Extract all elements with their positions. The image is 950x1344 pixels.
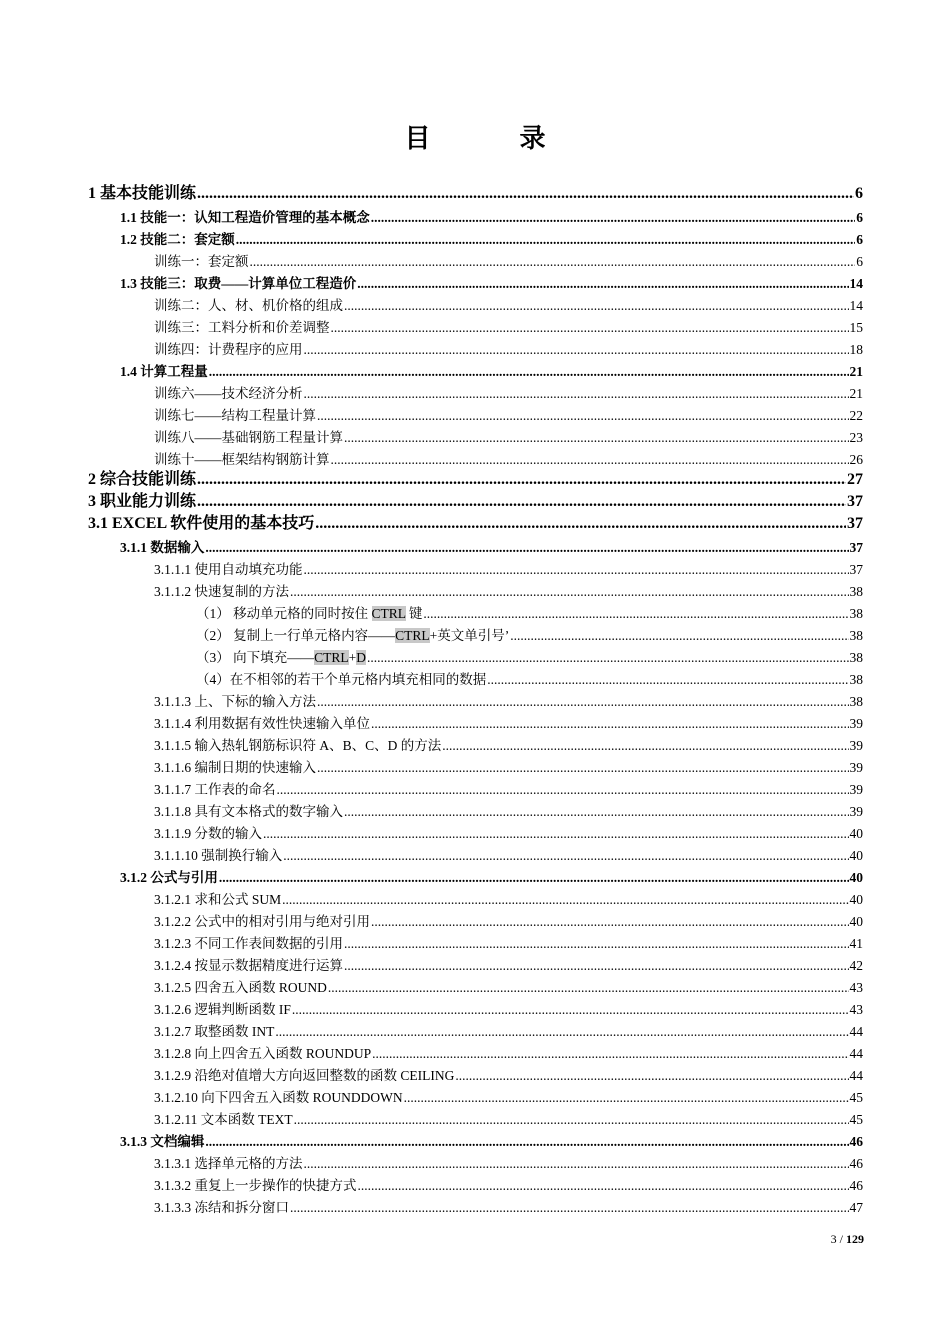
- toc-entry[interactable]: [88, 224, 863, 246]
- toc-entry[interactable]: [88, 576, 863, 598]
- toc-entry[interactable]: [88, 840, 863, 862]
- toc-entry-page: 38: [849, 693, 863, 709]
- toc-entry[interactable]: [88, 1192, 863, 1214]
- toc-entry-page: 40: [849, 847, 863, 863]
- toc-entry-label: 3.1.2.6 逻辑判断函数 IF: [154, 1001, 291, 1017]
- toc-entry[interactable]: [88, 180, 863, 202]
- toc-entry[interactable]: [88, 422, 863, 444]
- toc-leader-dots: [371, 915, 849, 929]
- toc-entry-page: 6: [856, 253, 863, 269]
- toc-entry-label: 3.1.1.2 快速复制的方法: [154, 583, 289, 599]
- toc-entry-page: 14: [849, 297, 863, 313]
- page-number: [831, 1232, 864, 1247]
- toc-entry-page: 23: [849, 429, 863, 445]
- toc-entry-page: 41: [849, 935, 863, 951]
- toc-entry-page: 38: [849, 583, 863, 599]
- toc-entry[interactable]: [88, 818, 863, 840]
- toc-leader-dots: [304, 387, 849, 401]
- toc-entry-page: 45: [849, 1089, 863, 1105]
- toc-entry[interactable]: [88, 356, 863, 378]
- toc-entry-page: 15: [849, 319, 863, 335]
- toc-entry-page: 46: [849, 1133, 863, 1149]
- toc-entry-page: 38: [849, 671, 863, 687]
- toc-leader-dots: [404, 1091, 849, 1105]
- toc-entry[interactable]: [88, 950, 863, 972]
- toc-entry-page: 6: [855, 185, 863, 202]
- toc-entry[interactable]: [88, 466, 863, 488]
- toc-entry-label: 训练一：套定额: [154, 253, 249, 269]
- toc-entry-label: 训练二：人、材、机价格的组成: [154, 297, 343, 313]
- toc-entry-label: 3.1.2.7 取整函数 INT: [154, 1023, 275, 1039]
- toc-entry-page: 39: [849, 759, 863, 775]
- toc-leader-dots: [304, 563, 849, 577]
- toc-leader-dots: [317, 761, 849, 775]
- toc-entry[interactable]: [88, 334, 863, 356]
- toc-entry-label: 1.2 技能二：套定额: [120, 231, 235, 247]
- toc-leader-dots: [344, 431, 849, 445]
- toc-leader-dots: [250, 255, 856, 269]
- toc-entry-label: 训练三：工料分析和价差调整: [154, 319, 330, 335]
- toc-entry-label: 3.1.2.3 不同工作表间数据的引用: [154, 935, 343, 951]
- toc-leader-dots: [423, 607, 848, 621]
- toc-entry-label: 3.1.3.3 冻结和拆分窗口: [154, 1199, 289, 1215]
- page-total: 129: [846, 1232, 864, 1246]
- toc-leader-dots: [197, 186, 854, 202]
- toc-entry[interactable]: [88, 598, 863, 620]
- toc-leader-dots: [294, 1113, 849, 1127]
- toc-entry[interactable]: [88, 642, 863, 664]
- toc-entry-label: 3.1.2.8 向上四舍五入函数 ROUNDUP: [154, 1045, 372, 1061]
- toc-entry[interactable]: [88, 246, 863, 268]
- toc-entry-label: 3.1.2.5 四舍五入函数 ROUND: [154, 979, 327, 995]
- toc-leader-dots: [290, 585, 849, 599]
- toc-entry-label: 3.1.2 公式与引用: [120, 869, 218, 885]
- toc-entry[interactable]: [88, 620, 863, 642]
- toc-leader-dots: [510, 629, 848, 643]
- toc-entry[interactable]: [88, 708, 863, 730]
- toc-entry-page: 27: [847, 471, 863, 488]
- toc-entry[interactable]: [88, 312, 863, 334]
- toc-entry[interactable]: [88, 1104, 863, 1126]
- toc-leader-dots: [292, 1003, 849, 1017]
- toc-entry-label: （4）在不相邻的若干个单元格内填充相同的数据: [196, 671, 487, 687]
- toc-leader-dots: [317, 695, 849, 709]
- toc-entry-page: 44: [849, 1023, 863, 1039]
- toc-entry-label: 训练七——结构工程量计算: [154, 407, 316, 423]
- toc-entry[interactable]: [88, 686, 863, 708]
- toc-entry[interactable]: [88, 928, 863, 950]
- toc-entry[interactable]: [88, 444, 863, 466]
- toc-leader-dots: [344, 805, 849, 819]
- toc-entry-label: 1.4 计算工程量: [120, 363, 208, 379]
- toc-entry-label: 3.1.1.4 利用数据有效性快速输入单位: [154, 715, 370, 731]
- toc-entry[interactable]: [88, 1170, 863, 1192]
- toc-entry-page: 40: [849, 825, 863, 841]
- toc-entry-label: 3 职业能力训练: [88, 493, 197, 510]
- toc-entry-label: 1.3 技能三：取费——计算单位工程造价: [120, 275, 357, 291]
- toc-entry-label: 2 综合技能训练: [88, 471, 197, 488]
- page-separator: /: [836, 1232, 846, 1246]
- toc-leader-dots: [219, 871, 849, 885]
- toc-entry-page: 44: [849, 1067, 863, 1083]
- toc-entry[interactable]: [88, 1060, 863, 1082]
- toc-entry[interactable]: [88, 510, 863, 532]
- toc-entry[interactable]: [88, 202, 863, 224]
- toc-entry-label: 1.1 技能一：认知工程造价管理的基本概念: [120, 209, 370, 225]
- toc-leader-dots: [455, 1069, 848, 1083]
- toc-entry-label: 3.1.1.1 使用自动填充功能: [154, 561, 303, 577]
- toc-entry-page: 47: [849, 1199, 863, 1215]
- toc-entry-page: 26: [849, 451, 863, 467]
- toc-leader-dots: [304, 343, 849, 357]
- toc-leader-dots: [331, 453, 849, 467]
- toc-entry-page: 40: [849, 891, 863, 907]
- toc-entry-label: 3.1.1.3 上、下标的输入方法: [154, 693, 316, 709]
- toc-entry-page: 40: [849, 913, 863, 929]
- toc-entry-label: （2） 复制上一行单元格内容——CTRL+英文单引号’: [196, 627, 510, 643]
- toc-entry[interactable]: [88, 378, 863, 400]
- toc-entry[interactable]: [88, 268, 863, 290]
- toc-entry-page: 45: [849, 1111, 863, 1127]
- toc-entry[interactable]: [88, 906, 863, 928]
- toc-leader-dots: [197, 472, 846, 488]
- toc-entry[interactable]: [88, 862, 863, 884]
- toc-entry[interactable]: [88, 796, 863, 818]
- toc-leader-dots: [283, 849, 848, 863]
- toc-entry[interactable]: [88, 730, 863, 752]
- toc-leader-dots: [282, 893, 848, 907]
- toc-leader-dots: [317, 409, 849, 423]
- toc-leader-dots: [197, 494, 846, 510]
- table-of-contents: [88, 180, 863, 1214]
- toc-entry-page: 38: [849, 605, 863, 621]
- toc-entry-page: 6: [856, 231, 863, 247]
- toc-entry-page: 46: [849, 1155, 863, 1171]
- toc-leader-dots: [263, 827, 849, 841]
- toc-entry-page: 44: [849, 1045, 863, 1061]
- toc-leader-dots: [277, 783, 849, 797]
- toc-entry[interactable]: [88, 532, 863, 554]
- toc-entry[interactable]: [88, 554, 863, 576]
- toc-leader-dots: [209, 365, 849, 379]
- toc-entry-page: 37: [849, 561, 863, 577]
- toc-leader-dots: [304, 1157, 849, 1171]
- toc-leader-dots: [236, 233, 856, 247]
- toc-entry-page: 21: [849, 385, 863, 401]
- toc-entry[interactable]: [88, 1082, 863, 1104]
- toc-entry-label: 3.1.3.2 重复上一步操作的快捷方式: [154, 1177, 357, 1193]
- toc-leader-dots: [371, 211, 856, 225]
- toc-leader-dots: [357, 277, 848, 291]
- toc-entry-page: 42: [849, 957, 863, 973]
- toc-entry[interactable]: [88, 1038, 863, 1060]
- toc-leader-dots: [487, 673, 848, 687]
- toc-entry[interactable]: [88, 1126, 863, 1148]
- toc-entry-label: 1 基本技能训练: [88, 185, 197, 202]
- toc-entry[interactable]: [88, 774, 863, 796]
- toc-entry-label: 3.1.2.9 沿绝对值增大方向返回整数的函数 CEILING: [154, 1067, 455, 1083]
- toc-entry[interactable]: [88, 488, 863, 510]
- toc-entry[interactable]: [88, 400, 863, 422]
- toc-entry-page: 6: [856, 209, 863, 225]
- toc-entry-page: 22: [849, 407, 863, 423]
- toc-entry[interactable]: [88, 884, 863, 906]
- toc-entry-label: 3.1.1.5 输入热轧钢筋标识符 A、B、C、D 的方法: [154, 737, 442, 753]
- toc-entry-label: 3.1.2.4 按显示数据精度进行运算: [154, 957, 343, 973]
- toc-entry-label: 3.1.1.6 编制日期的快速输入: [154, 759, 316, 775]
- toc-entry-page: 43: [849, 1001, 863, 1017]
- toc-entry[interactable]: [88, 664, 863, 686]
- toc-entry-page: 37: [847, 493, 863, 510]
- toc-leader-dots: [367, 651, 848, 665]
- toc-entry[interactable]: [88, 994, 863, 1016]
- toc-leader-dots: [372, 1047, 848, 1061]
- toc-leader-dots: [344, 299, 849, 313]
- toc-entry-label: 训练十——框架结构钢筋计算: [154, 451, 330, 467]
- toc-entry[interactable]: [88, 290, 863, 312]
- toc-entry-label: 3.1 EXCEL 软件使用的基本技巧: [88, 515, 315, 532]
- toc-entry-page: 40: [849, 869, 863, 885]
- toc-leader-dots: [442, 739, 848, 753]
- toc-entry-label: 3.1.1 数据输入: [120, 539, 205, 555]
- toc-entry-page: 37: [847, 515, 863, 532]
- toc-leader-dots: [315, 516, 846, 532]
- toc-leader-dots: [344, 937, 849, 951]
- toc-leader-dots: [205, 1135, 848, 1149]
- toc-entry-label: （1） 移动单元格的同时按住 CTRL 键: [196, 605, 423, 621]
- toc-entry-label: 3.1.1.9 分数的输入: [154, 825, 262, 841]
- toc-entry-page: 37: [849, 539, 863, 555]
- toc-entry-label: 3.1.2.2 公式中的相对引用与绝对引用: [154, 913, 370, 929]
- toc-entry-page: 18: [849, 341, 863, 357]
- toc-entry-page: 39: [849, 715, 863, 731]
- toc-entry-page: 39: [849, 781, 863, 797]
- toc-entry-page: 38: [849, 627, 863, 643]
- toc-entry-label: 3.1.2.11 文本函数 TEXT: [154, 1111, 293, 1127]
- toc-leader-dots: [358, 1179, 849, 1193]
- toc-entry-page: 46: [849, 1177, 863, 1193]
- toc-entry[interactable]: [88, 972, 863, 994]
- toc-leader-dots: [290, 1201, 849, 1215]
- toc-leader-dots: [331, 321, 849, 335]
- toc-entry-label: 3.1.2.10 向下四舍五入函数 ROUNDDOWN: [154, 1089, 403, 1105]
- toc-entry-label: 3.1.2.1 求和公式 SUM: [154, 891, 282, 907]
- toc-leader-dots: [371, 717, 849, 731]
- toc-entry-page: 38: [849, 649, 863, 665]
- toc-entry-label: 3.1.1.8 具有文本格式的数字输入: [154, 803, 343, 819]
- toc-entry-page: 21: [849, 363, 863, 379]
- toc-leader-dots: [275, 1025, 848, 1039]
- toc-entry-label: 3.1.1.7 工作表的命名: [154, 781, 276, 797]
- page-title: 目 录: [404, 124, 586, 154]
- toc-leader-dots: [328, 981, 849, 995]
- toc-leader-dots: [344, 959, 849, 973]
- page-current: 3: [830, 1232, 837, 1246]
- toc-entry[interactable]: [88, 1148, 863, 1170]
- toc-entry-page: 43: [849, 979, 863, 995]
- toc-leader-dots: [205, 541, 848, 555]
- toc-entry-page: 39: [849, 803, 863, 819]
- toc-entry-label: （3） 向下填充——CTRL+D: [196, 649, 367, 665]
- toc-entry-label: 训练八——基础钢筋工程量计算: [154, 429, 343, 445]
- toc-entry[interactable]: [88, 752, 863, 774]
- toc-entry-label: 训练六——技术经济分析: [154, 385, 303, 401]
- toc-entry-label: 3.1.3 文档编辑: [120, 1133, 205, 1149]
- toc-entry-page: 14: [849, 275, 863, 291]
- toc-entry-label: 训练四：计费程序的应用: [154, 341, 303, 357]
- toc-entry-page: 39: [849, 737, 863, 753]
- toc-entry-label: 3.1.1.10 强制换行输入: [154, 847, 283, 863]
- toc-entry[interactable]: [88, 1016, 863, 1038]
- toc-entry-label: 3.1.3.1 选择单元格的方法: [154, 1155, 303, 1171]
